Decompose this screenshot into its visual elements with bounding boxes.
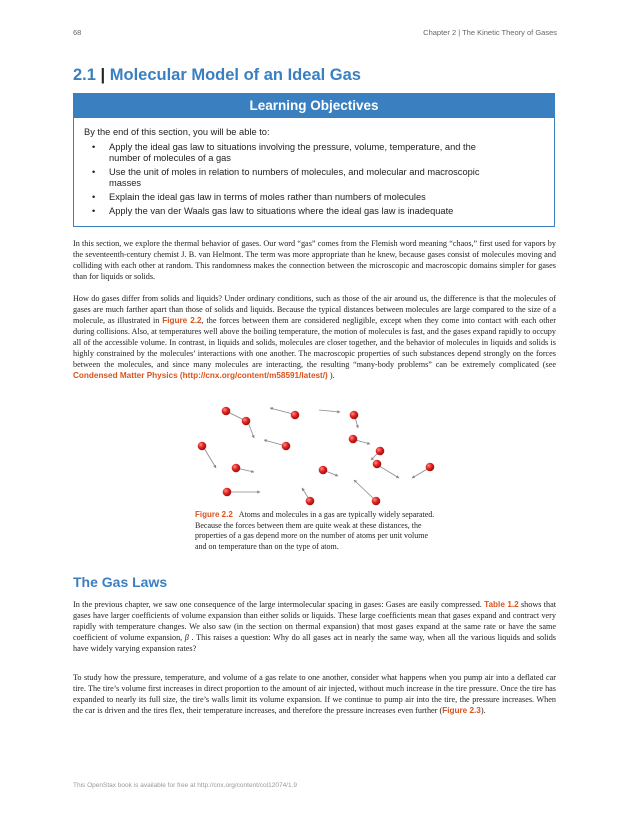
section-separator: |	[100, 66, 106, 84]
molecules	[198, 407, 435, 506]
molecules-figure	[190, 402, 440, 512]
paragraph-gases-vs-solids: How do gases differ from solids and liquids? Under ordinary conditions, such as those of the air around us, the difference is that the molecules of gases are much farther apart than those of solids and liquids. Because the typical distances between molecules are large compared to the size of a molecule, as illustrated in Figure 2.2, the forces between them are considered negligible, except when they come into contact with each other during collisions. Also, at temperatures well above the boiling temperature, the motion of molecules is fast, and the gases expand rapidly to occupy all of the accessible volume. In contrast, in liquids and solids, molecules are closer together, and the behavior of molecules in liquids and solids is highly constrained by the molecules’ interactions with one another. The macroscopic properties of such substances depend strongly on the forces between the molecules, and since many molecules are interacting, the resulting “many-body problems” can be extremely complicated (see Condensed Matter Physics (http://cnx.org/content/m58591/latest/) ).	[73, 294, 556, 380]
figure-2-2-link[interactable]: Figure 2.2	[162, 316, 202, 325]
paragraph-tire-example: To study how the pressure, temperature, and volume of a gas relate to one another, consider what happens when you pump air into a deflated car tire. The tire’s volume first increases in direct proportion to the amount of air injected, without much increase in the tire pressure. Once the tire has expanded to nearly its full size, the tire’s walls limit its volume expansion. If we continue to pump air into the tire, the pressure increases. When the car is driven and the tires flex, their temperature increases, and therefore the pressure increases even further (Figure 2.3).	[73, 673, 556, 715]
paragraph-gas-laws: In the previous chapter, we saw one consequence of the large intermolecular spacing in gases: Gases are easily compressed. Table 1.2 shows that gases have larger coefficients of volume expansion than either solids or liquids. These large coefficients mean that gases expand and contract very rapidly with temperature changes. We also saw (in the section on thermal expansion) that most gases expand at the same rate or have the same coefficient of volume expansion, β . This raises a question: Why do all gases act in nearly the same way, when all the various liquids and solids have widely varying expansion rates?	[73, 600, 556, 653]
page-number: 68	[73, 28, 82, 37]
figure-label: Figure 2.2	[195, 510, 233, 519]
chapter-header: Chapter 2 | The Kinetic Theory of Gases	[423, 28, 557, 37]
table-1-2-link[interactable]: Table 1.2	[484, 600, 519, 609]
condensed-matter-link[interactable]: Condensed Matter Physics (http://cnx.org/content/m58591/latest/)	[73, 371, 328, 380]
objective-item: • Use the unit of moles in relation to numbers of molecules, and molecular and macroscopic masses	[92, 167, 480, 188]
figure-caption: Figure 2.2 Atoms and molecules in a gas are typically widely separated. Because the forces between them are quite weak at these distances, the properties of a gas depend more on the number of atoms per unit volume and on temperature than on the type of atom.	[195, 510, 435, 551]
paragraph-intro: In this section, we explore the thermal behavior of gases. Our word “gas” comes from the Flemish word meaning “chaos,” first used for vapors by the seventeenth-century chemist J. B. van Helmont. The term was more appropriate than he knew, because gases consist of molecules moving and colliding with each other at random. This randomness makes the connection between the microscopic and macroscopic domains simpler for gases than for liquids or solids.	[73, 239, 556, 281]
section-title-text: Molecular Model of an Ideal Gas	[109, 66, 361, 84]
page-footer: This OpenStax book is available for free at http://cnx.org/content/col12074/1.9	[73, 782, 298, 789]
learning-objectives-box	[73, 93, 555, 227]
objective-item: • Explain the ideal gas law in terms of moles rather than numbers of molecules	[92, 192, 426, 202]
velocity-arrows	[204, 408, 429, 499]
figure-2-3-link[interactable]: Figure 2.3	[442, 706, 481, 715]
learning-objectives-list	[74, 142, 554, 217]
subsection-title: The Gas Laws	[73, 574, 168, 590]
section-number: 2.1	[73, 66, 96, 84]
section-title	[73, 66, 361, 85]
beta-symbol: β	[184, 633, 189, 642]
learning-objectives-intro: By the end of this section, you will be able to:	[84, 127, 270, 137]
objective-item: • Apply the ideal gas law to situations involving the pressure, volume, temperature, and the number of molecules of a gas	[92, 142, 476, 163]
learning-objectives-heading: Learning Objectives	[74, 94, 554, 118]
objective-item: • Apply the van der Waals gas law to situations where the ideal gas law is inadequate	[92, 206, 454, 216]
